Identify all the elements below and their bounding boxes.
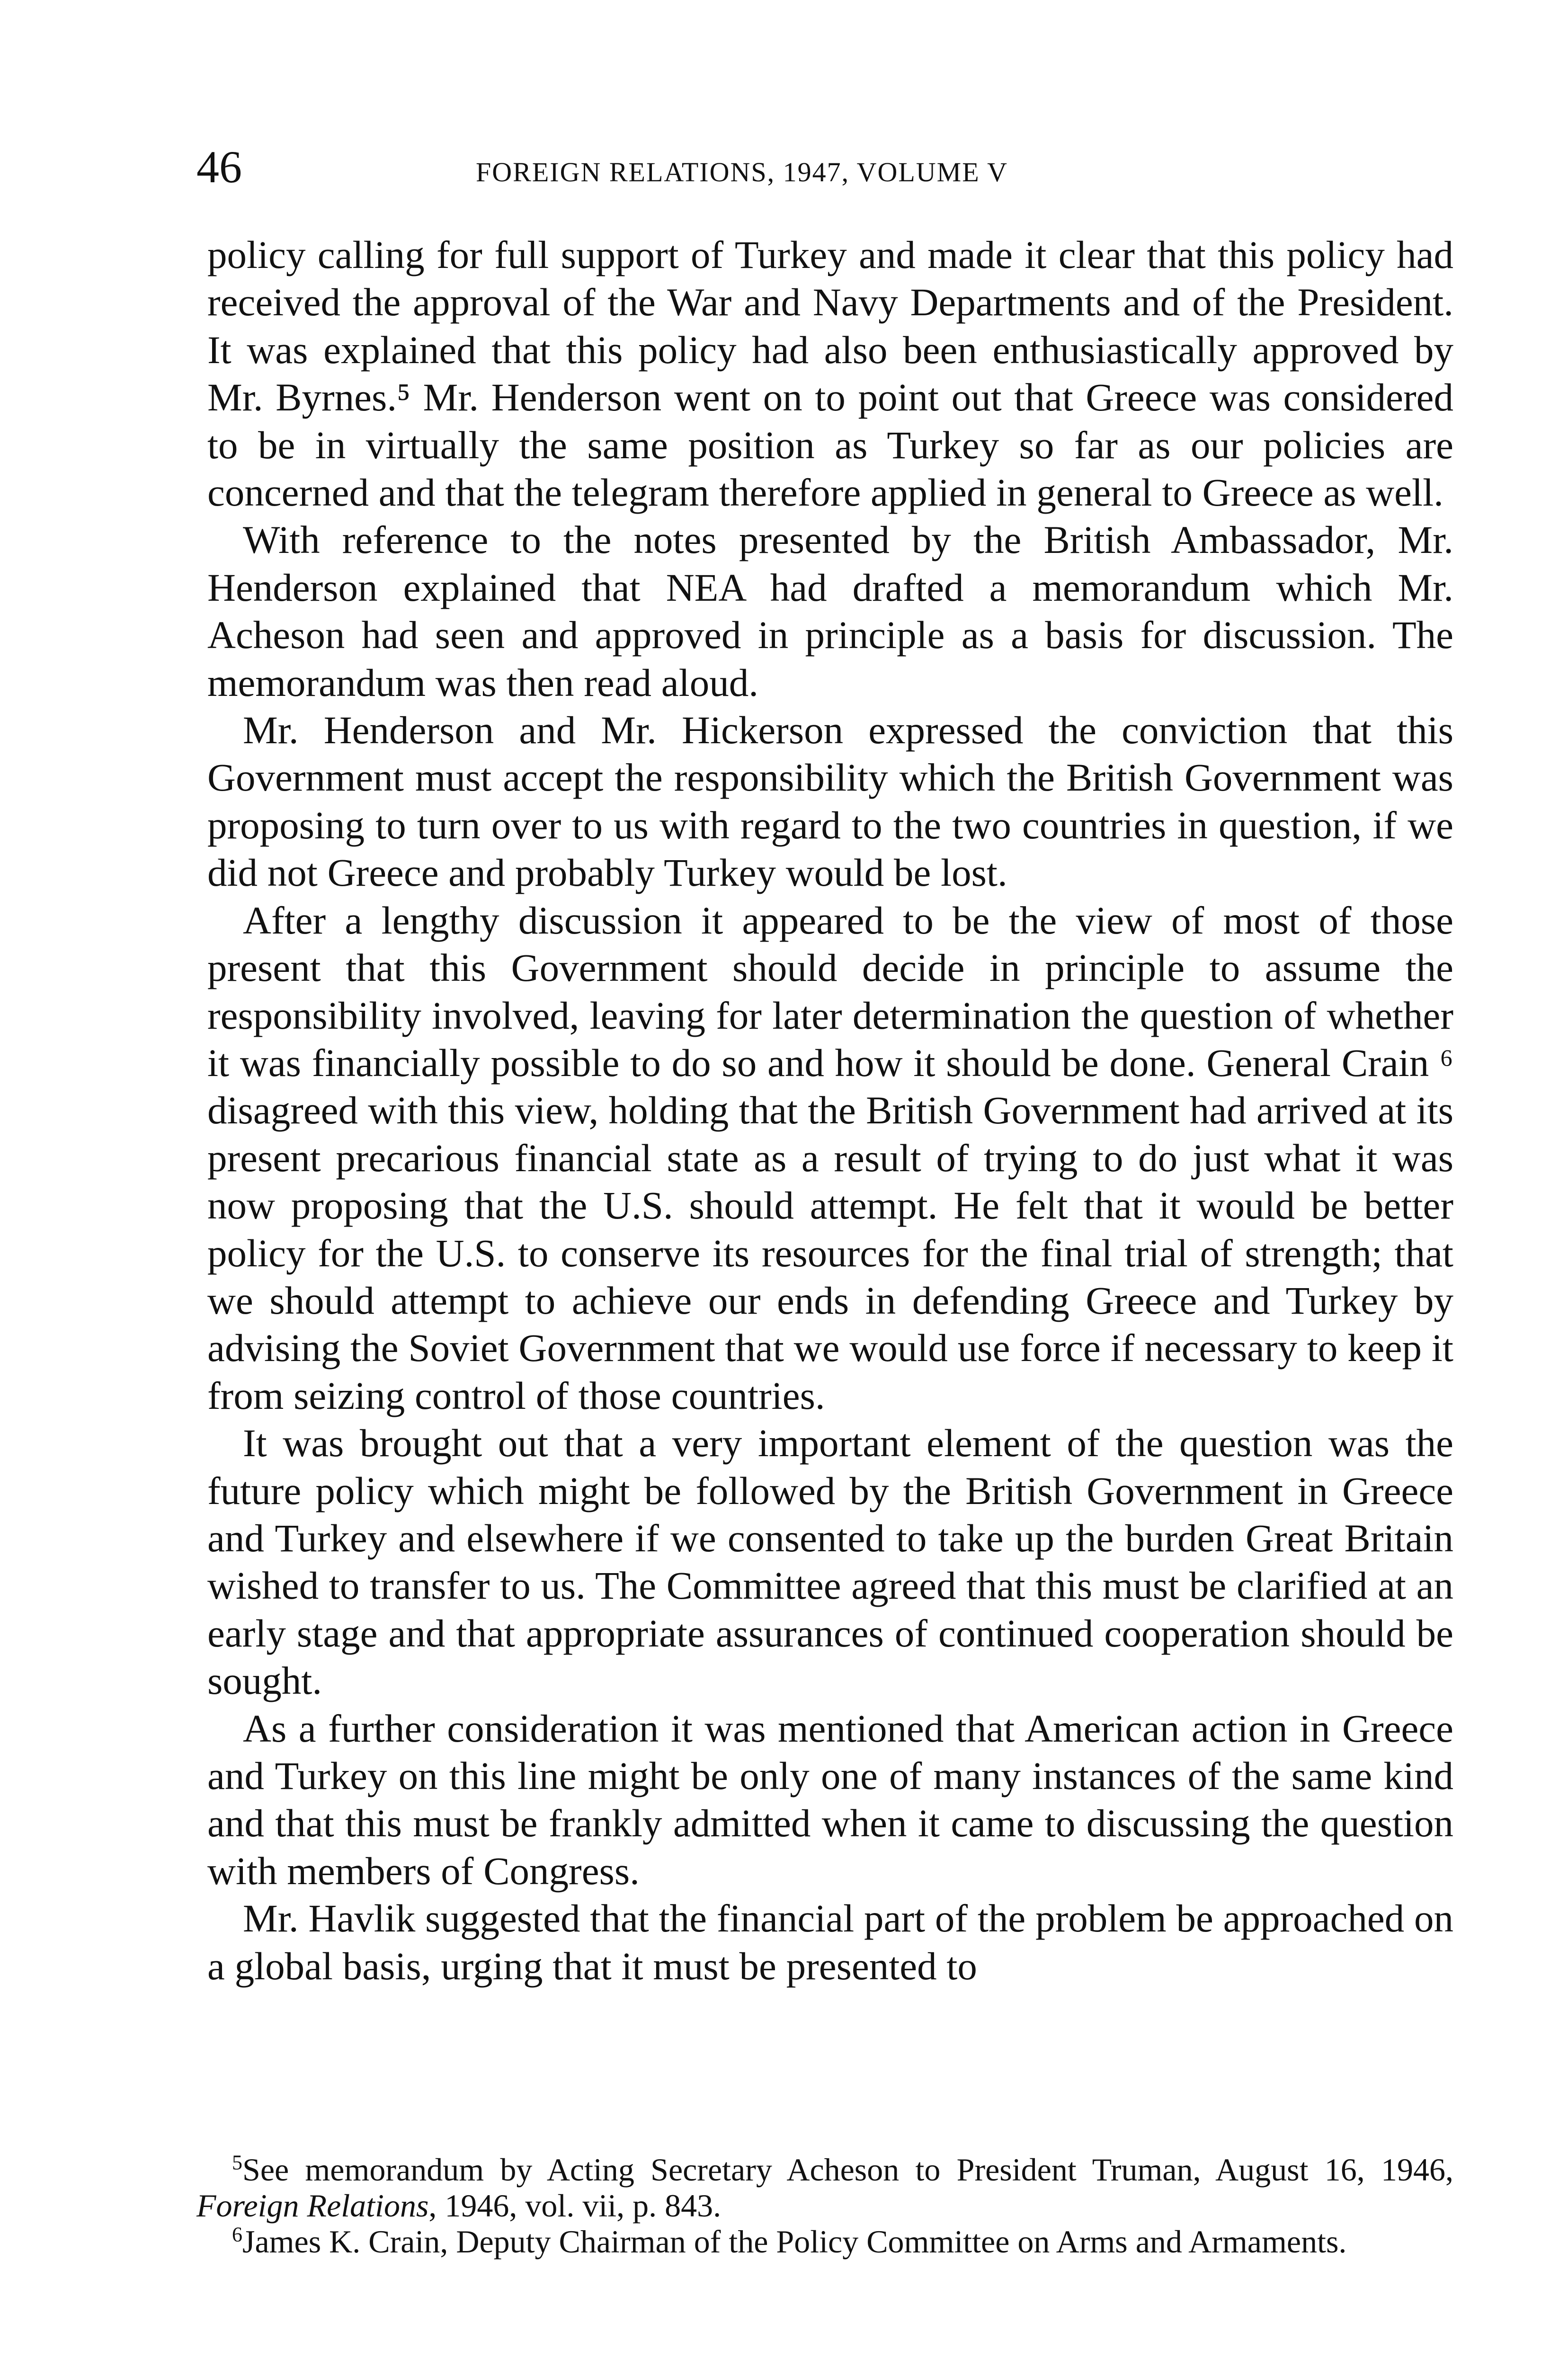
footnote-marker: 6 — [232, 2223, 242, 2246]
paragraph-5: It was brought out that a very important element of the question was the future policy which might be followed by the British Government in Greece and Turkey and elsewhere if we consented to take up the burden Great Britain wished to transfer to us. The Committee agreed that this must be clarified at an early stage and that appropriate assurances of continued cooperation should be sought. — [207, 1421, 1453, 1703]
paragraph-1: policy calling for full support of Turkey and made it clear that this policy had received the approval of the War and Navy Departments and of the President. It was explained that this policy had also been enthusiastically approved by Mr. Byrnes.⁵ Mr. Henderson went on to point out that Greece was considered to be in virtually the same position as Turkey so far as our policies are concerned and that the telegram therefore applied in general to Greece as well. — [207, 233, 1453, 515]
page-number: 46 — [196, 142, 242, 192]
footnote-text-tail: , 1946, vol. vii, p. 843. — [428, 2188, 722, 2224]
paragraph-3: Mr. Henderson and Mr. Hickerson expressed the conviction that this Government must accept the responsibility which the British Government was proposing to turn over to us with regard to the two countries in question, if we did not Greece and probably Turkey would be lost. — [207, 708, 1453, 895]
paragraph-2: With reference to the notes presented by the British Ambassador, Mr. Henderson explained that NEA had drafted a memorandum which Mr. Acheson had seen and approved in principle as a basis for discussion. The memorandum was then read aloud. — [207, 518, 1453, 704]
paragraph-4: After a lengthy discussion it appeared to be the view of most of those present that this Government should decide in principle to assume the responsibility involved, leaving for later determination the question of whether it was financially possible to do so and how it should be done. General Crain ⁶ disagreed with this view, holding that the British Government had arrived at its present precarious financial state as a result of trying to do just what it was now proposing that the U.S. should attempt. He felt that it would be better policy for the U.S. to conserve its resources for the final trial of strength; that we should attempt to achieve our ends in defending Greece and Turkey by advising the Soviet Government that we would use force if necessary to keep it from seizing control of those countries. — [207, 898, 1453, 1417]
running-head: FOREIGN RELATIONS, 1947, VOLUME V — [476, 157, 1008, 187]
footnote-text: See memorandum by Acting Secretary Acheson to President Truman, August 16, 1946, — [242, 2152, 1453, 2188]
footnote-italic-title: Foreign Relations — [196, 2188, 429, 2224]
footnote-marker: 5 — [232, 2151, 242, 2174]
page-header — [196, 136, 1444, 207]
footnote-text: James K. Crain, Deputy Chairman of the Policy Committee on Arms and Armaments. — [242, 2224, 1347, 2260]
footnote-5 — [196, 2152, 1453, 2224]
footnote-6 — [196, 2224, 1453, 2260]
paragraph-6: As a further consideration it was mentioned that American action in Greece and Turkey on this line might be only one of many instances of the same kind and that this must be frankly admitted when it came to discussing the question with members of Congress. — [207, 1706, 1453, 1893]
footnotes — [196, 2152, 1453, 2260]
paragraph-7: Mr. Havlik suggested that the financial part of the problem be approached on a global basis, urging that it must be presented to — [207, 1896, 1453, 1988]
body-text — [207, 231, 1453, 1990]
